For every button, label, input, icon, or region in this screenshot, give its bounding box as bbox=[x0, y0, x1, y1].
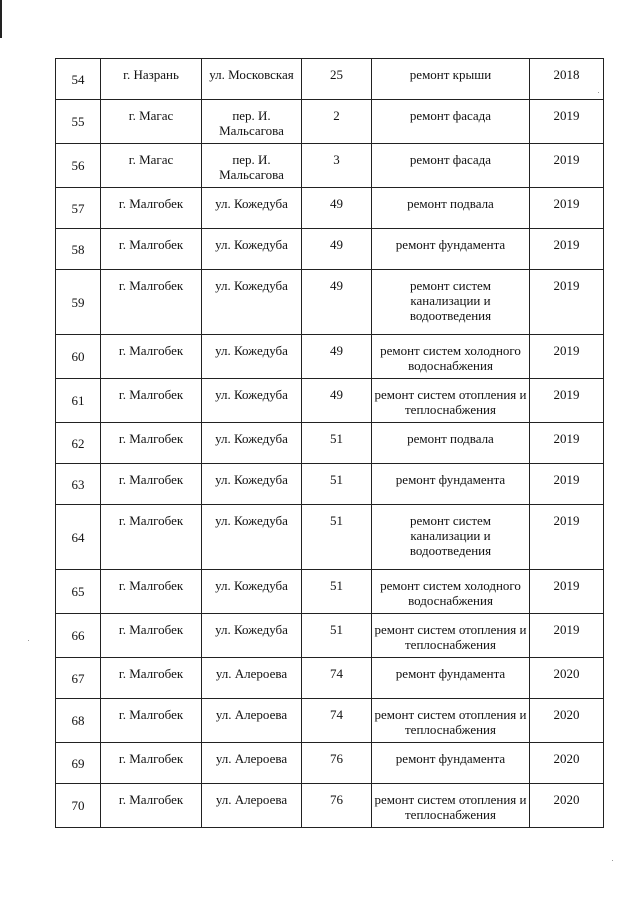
work-type-cell: ремонт систем отопления и теплоснабжения bbox=[372, 784, 530, 828]
row-number-cell: 58 bbox=[56, 229, 101, 270]
house-number-cell: 74 bbox=[302, 699, 372, 743]
city-cell: г. Малгобек bbox=[101, 743, 202, 784]
year-cell: 2019 bbox=[530, 144, 604, 188]
row-number-cell: 63 bbox=[56, 464, 101, 505]
street-cell: ул. Московская bbox=[202, 59, 302, 100]
work-type-cell: ремонт фасада bbox=[372, 100, 530, 144]
table-row bbox=[56, 505, 604, 570]
work-type-cell: ремонт фасада bbox=[372, 144, 530, 188]
table-row bbox=[56, 570, 604, 614]
row-number-cell: 62 bbox=[56, 423, 101, 464]
street-cell: ул. Кожедуба bbox=[202, 229, 302, 270]
table-row bbox=[56, 229, 604, 270]
table-row bbox=[56, 784, 604, 828]
year-cell: 2020 bbox=[530, 784, 604, 828]
year-cell: 2019 bbox=[530, 505, 604, 570]
city-cell: г. Магас bbox=[101, 100, 202, 144]
work-type-cell: ремонт систем отопления и теплоснабжения bbox=[372, 699, 530, 743]
work-type-cell: ремонт систем холодного водоснабжения bbox=[372, 335, 530, 379]
street-cell: ул. Кожедуба bbox=[202, 505, 302, 570]
year-cell: 2019 bbox=[530, 423, 604, 464]
house-number-cell: 51 bbox=[302, 464, 372, 505]
street-cell: ул. Кожедуба bbox=[202, 614, 302, 658]
city-cell: г. Малгобек bbox=[101, 423, 202, 464]
city-cell: г. Малгобек bbox=[101, 229, 202, 270]
year-cell: 2020 bbox=[530, 743, 604, 784]
year-cell: 2019 bbox=[530, 379, 604, 423]
city-cell: г. Малгобек bbox=[101, 270, 202, 335]
street-cell: пер. И. Мальсагова bbox=[202, 100, 302, 144]
house-number-cell: 2 bbox=[302, 100, 372, 144]
city-cell: г. Малгобек bbox=[101, 570, 202, 614]
year-cell: 2019 bbox=[530, 464, 604, 505]
city-cell: г. Магас bbox=[101, 144, 202, 188]
scan-speck bbox=[28, 640, 29, 641]
work-type-cell: ремонт фундамента bbox=[372, 464, 530, 505]
city-cell: г. Малгобек bbox=[101, 614, 202, 658]
year-cell: 2019 bbox=[530, 188, 604, 229]
city-cell: г. Малгобек bbox=[101, 188, 202, 229]
street-cell: ул. Алероева bbox=[202, 699, 302, 743]
table-row bbox=[56, 188, 604, 229]
house-number-cell: 49 bbox=[302, 335, 372, 379]
work-type-cell: ремонт систем холодного водоснабжения bbox=[372, 570, 530, 614]
table-row bbox=[56, 379, 604, 423]
city-cell: г. Малгобек bbox=[101, 464, 202, 505]
page-edge-mark bbox=[0, 0, 2, 38]
house-number-cell: 49 bbox=[302, 270, 372, 335]
year-cell: 2019 bbox=[530, 270, 604, 335]
table-row bbox=[56, 614, 604, 658]
street-cell: пер. И. Мальсагова bbox=[202, 144, 302, 188]
house-number-cell: 76 bbox=[302, 784, 372, 828]
house-number-cell: 76 bbox=[302, 743, 372, 784]
table-row bbox=[56, 270, 604, 335]
row-number-cell: 61 bbox=[56, 379, 101, 423]
house-number-cell: 49 bbox=[302, 229, 372, 270]
house-number-cell: 51 bbox=[302, 505, 372, 570]
row-number-cell: 56 bbox=[56, 144, 101, 188]
table-row bbox=[56, 743, 604, 784]
street-cell: ул. Кожедуба bbox=[202, 335, 302, 379]
house-number-cell: 74 bbox=[302, 658, 372, 699]
year-cell: 2019 bbox=[530, 335, 604, 379]
work-type-cell: ремонт подвала bbox=[372, 423, 530, 464]
house-number-cell: 49 bbox=[302, 379, 372, 423]
street-cell: ул. Алероева bbox=[202, 743, 302, 784]
table-row bbox=[56, 335, 604, 379]
house-number-cell: 51 bbox=[302, 423, 372, 464]
year-cell: 2020 bbox=[530, 699, 604, 743]
work-type-cell: ремонт систем канализации и водоотведения bbox=[372, 270, 530, 335]
street-cell: ул. Кожедуба bbox=[202, 464, 302, 505]
table-row bbox=[56, 699, 604, 743]
row-number-cell: 55 bbox=[56, 100, 101, 144]
row-number-cell: 65 bbox=[56, 570, 101, 614]
row-number-cell: 59 bbox=[56, 270, 101, 335]
city-cell: г. Малгобек bbox=[101, 658, 202, 699]
city-cell: г. Малгобек bbox=[101, 335, 202, 379]
city-cell: г. Малгобек bbox=[101, 784, 202, 828]
work-type-cell: ремонт фундамента bbox=[372, 229, 530, 270]
year-cell: 2019 bbox=[530, 614, 604, 658]
street-cell: ул. Алероева bbox=[202, 784, 302, 828]
table-row bbox=[56, 423, 604, 464]
table-row bbox=[56, 144, 604, 188]
scan-speck bbox=[612, 860, 613, 861]
work-type-cell: ремонт фундамента bbox=[372, 743, 530, 784]
row-number-cell: 70 bbox=[56, 784, 101, 828]
year-cell: 2020 bbox=[530, 658, 604, 699]
year-cell: 2018 bbox=[530, 59, 604, 100]
table-row bbox=[56, 100, 604, 144]
table-row bbox=[56, 464, 604, 505]
year-cell: 2019 bbox=[530, 570, 604, 614]
work-type-cell: ремонт крыши bbox=[372, 59, 530, 100]
row-number-cell: 67 bbox=[56, 658, 101, 699]
city-cell: г. Назрань bbox=[101, 59, 202, 100]
street-cell: ул. Кожедуба bbox=[202, 379, 302, 423]
work-type-cell: ремонт подвала bbox=[372, 188, 530, 229]
work-type-cell: ремонт систем отопления и теплоснабжения bbox=[372, 614, 530, 658]
row-number-cell: 60 bbox=[56, 335, 101, 379]
row-number-cell: 57 bbox=[56, 188, 101, 229]
street-cell: ул. Кожедуба bbox=[202, 423, 302, 464]
street-cell: ул. Кожедуба bbox=[202, 270, 302, 335]
work-type-cell: ремонт систем отопления и теплоснабжения bbox=[372, 379, 530, 423]
row-number-cell: 54 bbox=[56, 59, 101, 100]
row-number-cell: 68 bbox=[56, 699, 101, 743]
house-number-cell: 25 bbox=[302, 59, 372, 100]
table-row bbox=[56, 658, 604, 699]
house-number-cell: 49 bbox=[302, 188, 372, 229]
row-number-cell: 66 bbox=[56, 614, 101, 658]
work-type-cell: ремонт фундамента bbox=[372, 658, 530, 699]
work-type-cell: ремонт систем канализации и водоотведения bbox=[372, 505, 530, 570]
repair-schedule-table bbox=[55, 58, 604, 828]
table-row bbox=[56, 59, 604, 100]
year-cell: 2019 bbox=[530, 100, 604, 144]
city-cell: г. Малгобек bbox=[101, 379, 202, 423]
street-cell: ул. Кожедуба bbox=[202, 570, 302, 614]
city-cell: г. Малгобек bbox=[101, 505, 202, 570]
row-number-cell: 64 bbox=[56, 505, 101, 570]
house-number-cell: 51 bbox=[302, 614, 372, 658]
street-cell: ул. Кожедуба bbox=[202, 188, 302, 229]
street-cell: ул. Алероева bbox=[202, 658, 302, 699]
year-cell: 2019 bbox=[530, 229, 604, 270]
house-number-cell: 51 bbox=[302, 570, 372, 614]
row-number-cell: 69 bbox=[56, 743, 101, 784]
house-number-cell: 3 bbox=[302, 144, 372, 188]
city-cell: г. Малгобек bbox=[101, 699, 202, 743]
